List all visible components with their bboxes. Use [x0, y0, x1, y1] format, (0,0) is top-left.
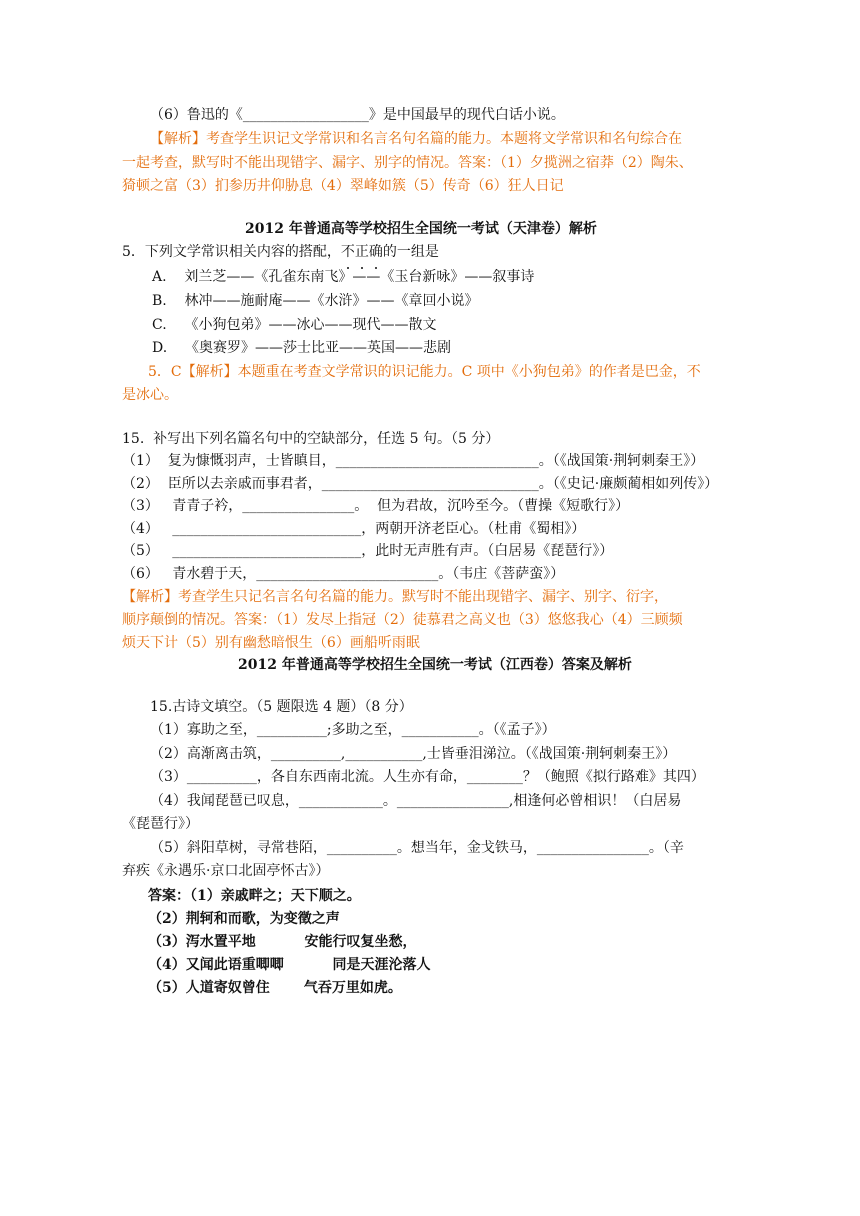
emphasis-word: 不正确: [340, 244, 383, 260]
analysis-line: 【解析】考查学生只记名言名句名篇的能力。默写时不能出现错字、漏字、别字、衍字，: [122, 589, 668, 605]
answer-line: （5）人道寄奴曾住 气吞万里如虎。: [148, 980, 402, 996]
fill-item: （4） ___________________________，两朝开济老臣心。（杜甫《蜀相》）: [122, 521, 586, 537]
answer-line: 5．C【解析】本题重在考查文学常识的识记能力。C 项中《小狗包弟》的作者是巴金，不: [148, 364, 701, 380]
analysis-line: 顺序颠倒的情况。答案：（1）发尽上指冠（2）徒慕君之高义也（3）悠悠我心（4）三顾频: [122, 612, 683, 628]
analysis-line: 一起考查，默写时不能出现错字、漏字、别字的情况。答案：（1）夕揽洲之宿莽（2）陶朱、: [122, 155, 693, 171]
fill-item: （6） 青水碧于天，__________________________。（韦庄《菩萨蛮》）: [122, 566, 565, 582]
answer-line: （3）泻水置平地 安能行叹复坐愁，: [148, 934, 417, 950]
answer-line: （2）荆轲和而歌，为变徵之声: [148, 911, 340, 927]
fill-item: （2）高渐离击筑，__________,___________,士皆垂泪涕泣。（《战国策·荆轲刺秦王》）: [150, 746, 677, 762]
answer-line: 是冰心。: [122, 387, 178, 403]
option-a: A. 刘兰芝——《孔雀东南飞》——《玉台新咏》——叙事诗: [152, 269, 535, 285]
fill-item: （1）寡助之至，__________;多助之至，___________。（《孟子》）: [150, 722, 556, 738]
answer-line: 答案：（1）亲戚畔之；天下顺之。: [148, 888, 361, 904]
fill-item: （2） 臣所以去亲戚而事君者，_______________________________。（《史记·廉颇蔺相如列传》）: [122, 476, 719, 492]
fill-item: （4）我闻琵琶已叹息，____________。________________,相逢何必曾相识！（白居易: [150, 793, 682, 809]
option-b: B. 林冲——施耐庵——《水浒》——《章回小说》: [152, 293, 479, 309]
question-5-text-end: 的一组是: [382, 244, 439, 260]
emphasis-dotted-text: [341, 244, 383, 260]
fill-item: （5） ___________________________，此时无声胜有声。（白居易《琵琶行》）: [122, 543, 614, 559]
question-item-6: （6）鲁迅的《__________________》是中国最早的现代白话小说。: [150, 107, 565, 123]
answer-line: （4）又闻此语重唧唧 同是天涯沦落人: [148, 957, 431, 973]
fill-item-continued: 《琵琶行》）: [122, 816, 199, 832]
fill-item: （3）__________，各自东西南北流。人生亦有命，________？（鲍照《拟行路难》其四）: [150, 769, 705, 785]
option-c: C. 《小狗包弟》——冰心——现代——散文: [152, 317, 437, 333]
fill-item: （5）斜阳草树，寻常巷陌，__________。想当年，金戈铁马，________________。（辛: [150, 840, 684, 856]
analysis-line: 【解析】考查学生识记文学常识和名言名句名篇的能力。本题将文学常识和名句综合在: [150, 131, 682, 147]
fill-item-continued: 弃疾《永遇乐·京口北固亭怀古》）: [122, 863, 330, 879]
option-d: D. 《奥赛罗》——莎士比亚——英国——悲剧: [152, 340, 451, 356]
section-title-tianjin: 2012 年普通高等学校招生全国统一考试（天津卷）解析: [245, 221, 597, 237]
question-15: 15. 补写出下列名篇名句中的空缺部分，任选 5 句。（5 分）: [122, 431, 500, 447]
fill-item: （1） 复为慷慨羽声，士皆瞋目，_____________________________。（《战国策·荆轲刺秦王》）: [122, 453, 705, 469]
question-5: [122, 241, 439, 263]
section-title-jiangxi: 2012 年普通高等学校招生全国统一考试（江西卷）答案及解析: [238, 657, 632, 673]
fill-item: （3） 青青子衿，________________。 但为君故，沉吟至今。（曹操《短歌行》）: [122, 498, 630, 514]
question-15-jiangxi: 15.古诗文填空。（5 题限选 4 题）（8 分）: [150, 699, 413, 715]
analysis-line: 烦天下计（5）别有幽愁暗恨生（6）画船听雨眠: [122, 635, 420, 651]
question-5-text: 5．下列文学常识相关内容的搭配，: [122, 244, 341, 260]
analysis-line: 猗顿之富（3）扪参历井仰胁息（4）翠峰如簇（5）传奇（6）狂人日记: [122, 178, 564, 194]
